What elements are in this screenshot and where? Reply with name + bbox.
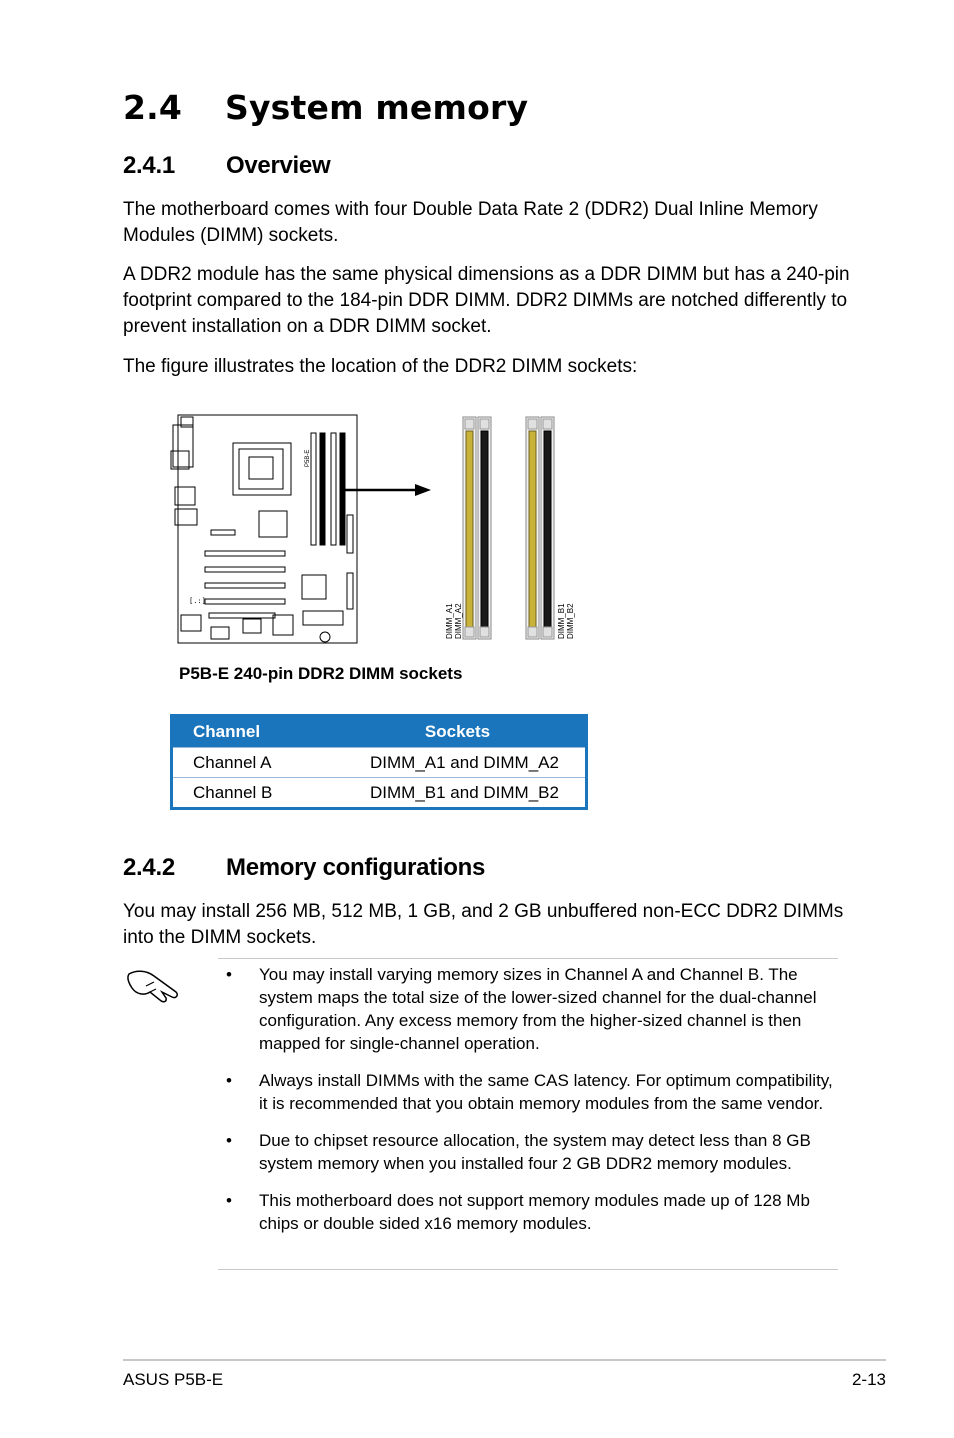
footer-page-number: 2-13 bbox=[851, 1370, 886, 1389]
note-top-rule bbox=[218, 958, 838, 959]
bullet-glyph: • bbox=[226, 965, 232, 984]
table-header-row bbox=[172, 716, 587, 748]
label-dimm-b2: DIMM_B2 bbox=[566, 603, 575, 639]
board-label: P5B-E bbox=[305, 449, 311, 467]
dimm-location-figure bbox=[165, 405, 605, 650]
table-row bbox=[172, 778, 587, 809]
svg-text:[.:]: [.:] bbox=[189, 597, 206, 605]
overview-paragraph-3: The figure illustrates the location of the DDR2 DIMM sockets: bbox=[123, 356, 638, 377]
note-bullet-list bbox=[218, 963, 838, 1249]
list-item bbox=[218, 1189, 838, 1235]
bullet-text: You may install varying memory sizes in Channel A and Channel B. The system maps the total size of the lower-sized channel for the dual-channel configuration. Any excess memory from the higher-sized channel is then mapped for single-channel operation. bbox=[259, 965, 817, 1053]
bullet-text: Due to chipset resource allocation, the system may detect less than 8 GB system memory when you installed four 2 GB DDR2 memory modules. bbox=[259, 1131, 811, 1173]
section-title: System memory bbox=[225, 88, 529, 127]
memory-config-number: 2.4.2 bbox=[123, 854, 175, 881]
dimm-slot-b1 bbox=[526, 417, 539, 639]
dimm-slot-a1 bbox=[463, 417, 476, 639]
cell-sockets: DIMM_B1 and DIMM_B2 bbox=[330, 778, 587, 809]
cell-sockets: DIMM_A1 and DIMM_A2 bbox=[330, 748, 587, 778]
cell-channel: Channel A bbox=[172, 748, 331, 778]
overview-title: Overview bbox=[226, 152, 331, 179]
bullet-text: This motherboard does not support memory modules made up of 128 Mb chips or double sided x16 memory modules. bbox=[259, 1191, 810, 1233]
hand-pointer-icon bbox=[126, 962, 182, 1006]
overview-paragraph-2: A DDR2 module has the same physical dimensions as a DDR DIMM but has a 240-pin footprint compared to the 184-pin DDR DIMM. DDR2 DIMMs are notched differently to prevent installation on a DDR DIMM socket. bbox=[123, 264, 850, 337]
overview-paragraph-1: The motherboard comes with four Double Data Rate 2 (DDR2) Dual Inline Memory Modules (DIMM) sockets. bbox=[123, 199, 818, 246]
channel-table bbox=[170, 714, 588, 810]
figure-caption: P5B-E 240-pin DDR2 DIMM sockets bbox=[179, 664, 463, 683]
cell-channel: Channel B bbox=[172, 778, 331, 809]
note-bottom-rule bbox=[218, 1269, 838, 1270]
motherboard-diagram bbox=[171, 415, 357, 643]
overview-heading bbox=[123, 152, 330, 180]
bullet-glyph: • bbox=[226, 1191, 232, 1210]
memory-config-paragraph: You may install 256 MB, 512 MB, 1 GB, and 2 GB unbuffered non-ECC DDR2 DIMMs into the DIMM sockets. bbox=[123, 901, 844, 948]
overview-number: 2.4.1 bbox=[123, 152, 175, 179]
label-dimm-a2: DIMM_A2 bbox=[454, 603, 463, 639]
bullet-text: Always install DIMMs with the same CAS latency. For optimum compatibility, it is recommended that you obtain memory modules from the same vendor. bbox=[259, 1071, 833, 1113]
footer-product: ASUS P5B-E bbox=[123, 1370, 224, 1389]
label-dimm-a1: DIMM_A1 bbox=[445, 603, 454, 639]
dimm-slot-b2 bbox=[541, 417, 554, 639]
footer-rule bbox=[123, 1359, 886, 1361]
memory-config-title: Memory configurations bbox=[226, 854, 486, 881]
section-number: 2.4 bbox=[123, 88, 183, 127]
header-sockets: Sockets bbox=[330, 716, 587, 748]
section-heading bbox=[123, 88, 528, 127]
pointer-arrow bbox=[345, 484, 431, 496]
list-item bbox=[218, 963, 838, 1055]
table-row bbox=[172, 748, 587, 778]
label-dimm-b1: DIMM_B1 bbox=[557, 603, 566, 639]
list-item bbox=[218, 1069, 838, 1115]
memory-config-heading bbox=[123, 854, 485, 882]
bullet-glyph: • bbox=[226, 1131, 232, 1150]
header-channel: Channel bbox=[172, 716, 331, 748]
list-item bbox=[218, 1129, 838, 1175]
bullet-glyph: • bbox=[226, 1071, 232, 1090]
dimm-slot-a2 bbox=[478, 417, 491, 639]
